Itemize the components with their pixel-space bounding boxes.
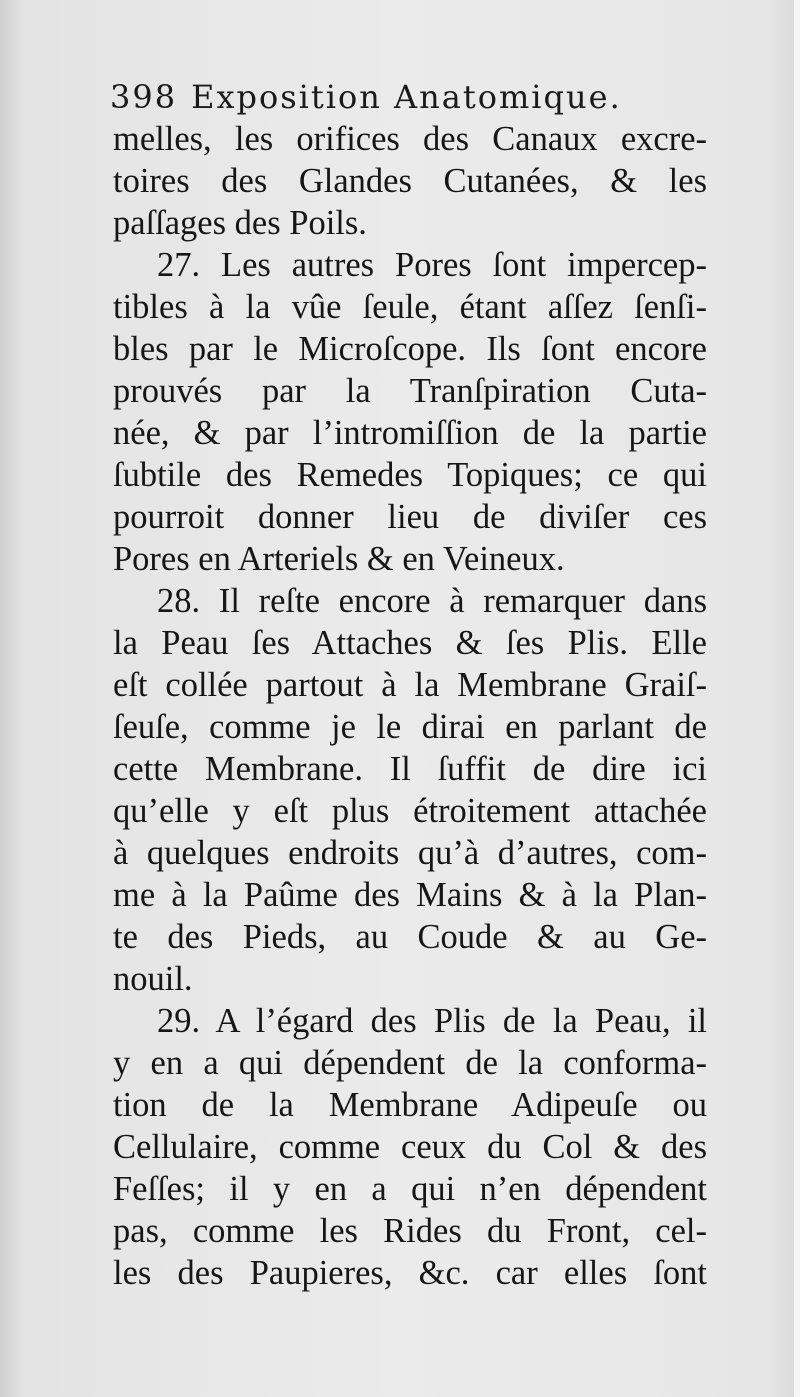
text-line: ſeuſe, comme je le dirai en parlant de xyxy=(113,708,707,746)
text-line: Cellulaire, comme ceux du Col & des xyxy=(113,1128,707,1166)
text-line: les des Paupieres, &c. car elles ſont xyxy=(113,1254,707,1292)
text-line: bles par le Microſcope. Ils ſont encore xyxy=(113,330,707,368)
text-line: paſſages des Poils. xyxy=(113,204,367,242)
text-line: nouil. xyxy=(113,960,193,998)
text-line: eſt collée partout à la Membrane Graiſ- xyxy=(113,666,707,704)
text-line: Feſſes; il y en a qui n’en dépendent xyxy=(113,1170,707,1208)
paragraph-28-start: 28. Il reſte encore à remarquer dans xyxy=(157,582,707,620)
page-number: 398 xyxy=(110,78,178,116)
text-line: tibles à la vûe ſeule, étant aſſez ſenſi- xyxy=(113,288,707,326)
text-line: née, & par l’intromiſſion de la partie xyxy=(113,414,707,452)
paragraph-29-start: 29. A l’égard des Plis de la Peau, il xyxy=(157,1002,707,1040)
text-line: cette Membrane. Il ſuffit de dire ici xyxy=(113,750,707,788)
text-line: qu’elle y eſt plus étroitement attachée xyxy=(113,792,707,830)
text-line: ſubtile des Remedes Topiques; ce qui xyxy=(113,456,707,494)
text-line: me à la Paûme des Mains & à la Plan- xyxy=(113,876,707,914)
text-line: pourroit donner lieu de diviſer ces xyxy=(113,498,707,536)
paragraph-27-start: 27. Les autres Pores ſont impercep- xyxy=(157,246,707,284)
text-line: y en a qui dépendent de la conforma- xyxy=(113,1044,707,1082)
text-line: toires des Glandes Cutanées, & les xyxy=(113,162,707,200)
text-line: Pores en Arteriels & en Veineux. xyxy=(113,540,565,578)
text-line: melles, les orifices des Canaux excre- xyxy=(113,120,707,158)
text-line: te des Pieds, au Coude & au Ge- xyxy=(113,918,707,956)
text-line: tion de la Membrane Adipeuſe ou xyxy=(113,1086,707,1124)
running-title: Exposition Anatomique. xyxy=(191,78,622,116)
text-line: pas, comme les Rides du Front, cel- xyxy=(113,1212,707,1250)
text-line: la Peau ſes Attaches & ſes Plis. Elle xyxy=(113,624,707,662)
text-line: à quelques endroits qu’à d’autres, com- xyxy=(113,834,707,872)
running-header xyxy=(110,78,710,116)
text-line: prouvés par la Tranſpiration Cuta- xyxy=(113,372,707,410)
